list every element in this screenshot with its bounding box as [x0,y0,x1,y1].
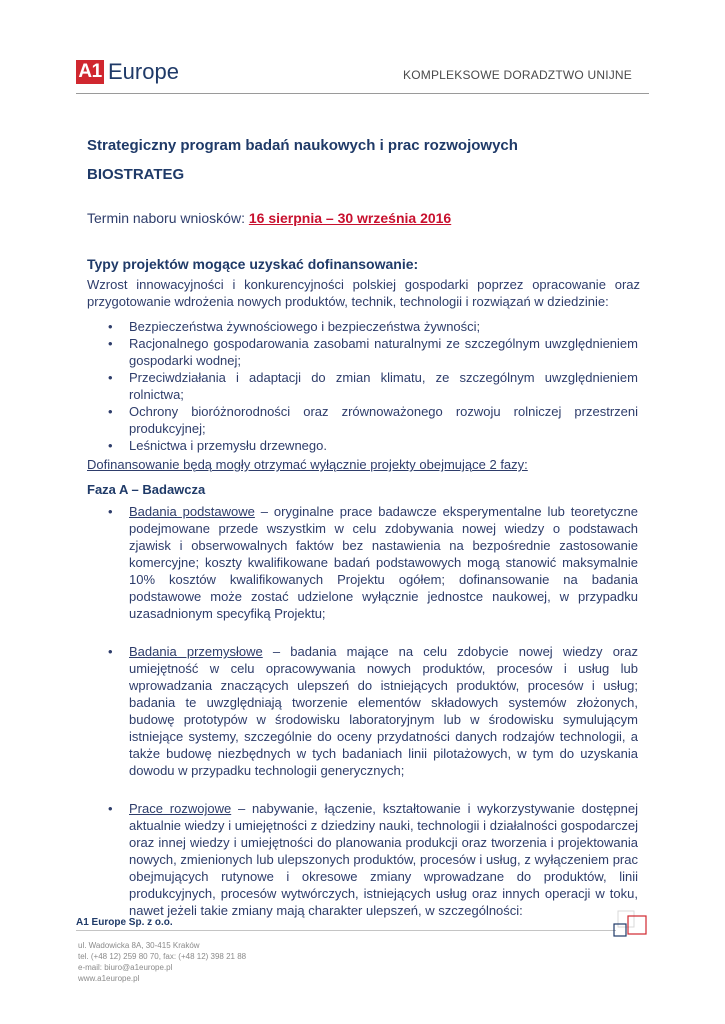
list-item [87,369,638,403]
page-title: Strategiczny program badań naukowych i prac rozwojowych [87,137,518,154]
bullet-icon: • [108,370,113,385]
bullet-icon: • [108,336,113,351]
list-item [87,643,638,779]
bullet-icon: • [108,504,113,519]
program-code: BIOSTRATEG [87,166,185,183]
term-label: Prace rozwojowe [129,801,232,816]
phase-a-list [87,503,638,940]
list-item-text: Bezpieczeństwa żywnościowego i bezpieczeństwa żywności; [129,319,481,334]
list-item-text: Przeciwdziałania i adaptacji do zmian klimatu, ze szczególnym uwzględnieniem rolnictwa; [129,370,638,402]
list-item [87,503,638,622]
brand-squares-icon [612,910,652,940]
bullet-icon: • [108,404,113,419]
list-item-text: Leśnictwa i przemysłu drzewnego. [129,438,327,453]
header-divider [76,93,649,94]
bullet-icon: • [108,644,113,659]
term-label: Badania przemysłowe [129,644,263,659]
header-tagline: KOMPLEKSOWE DORADZTWO UNIJNE [403,68,632,82]
term-label: Badania podstawowe [129,504,255,519]
deadline-dates: 16 sierpnia – 30 września 2016 [248,210,452,226]
bullet-icon: • [108,438,113,453]
term-description: – badania mające na celu zdobycie nowej wiedzy oraz umiejętność w celu opracowywania nowych produktów, procesów i usług lub wprowadzania znaczących ulepszeń do istniejących produktów, procesów i usług; badania te uwzględniają tworzenie elementów składowych systemów złożonych, budowę prototypów w środowisku laboratoryjnym lub w środowisku symulującym istniejące systemy, szczególnie do oceny przydatności danych rodzajów technologii, a także budowę niezbędnych w tych badaniach linii pilotażowych, w tym do uzyskania dowodu w przypadku technologii generycznych; [129,644,638,778]
footer-website: www.a1europe.pl [78,974,140,983]
phase-a-heading: Faza A – Badawcza [87,482,206,497]
footer-divider [76,930,616,931]
list-item [87,800,638,919]
phases-intro: Dofinansowanie będą mogły otrzymać wyłącznie projekty obejmujące 2 fazy: [87,457,528,472]
logo-mark: A1 [76,60,104,84]
bullet-icon: • [108,319,113,334]
footer-phone: tel. (+48 12) 259 80 70, fax: (+48 12) 398 21 88 [78,952,247,961]
list-item [87,403,638,437]
logo-text: Europe [108,59,179,84]
bullet-icon: • [108,801,113,816]
types-list [87,318,638,454]
list-item-text: Racjonalnego gospodarowania zasobami naturalnymi ze szczególnym uwzględnieniem gospodarki wodnej; [129,336,638,368]
term-description: – oryginalne prace badawcze eksperymentalne lub teoretyczne podejmowane przede wszystkim w celu zdobywania nowej wiedzy o podstawach zjawisk i obserwowalnych faktów bez nastawienia na bezpośrednie zastosowanie komercyjne; koszty kwalifikowane badań podstawowych mogą stanowić maksymalnie 10% kosztów kwalifikowanych Projektu ogółem; dofinansowanie na badania podstawowe może zostać udzielone wyłącznie jednostce naukowej, w przypadku uzasadnionym specyfiką Projektu; [129,504,639,621]
footer-company: A1 Europe Sp. z o.o. [76,917,173,928]
deadline-label: Termin naboru wniosków: [87,210,249,226]
types-heading: Typy projektów mogące uzyskać dofinansowanie: [87,256,419,272]
footer-contact [78,940,246,984]
term-description: – nabywanie, łączenie, kształtowanie i wykorzystywanie dostępnej aktualnie wiedzy i umiejętności z dziedziny nauki, technologii i działalności gospodarczej oraz innej wiedzy i umiejętności do planowania produkcji oraz tworzenia i projektowania nowych, zmienionych lub ulepszonych produktów, procesów i usług, z wyłączeniem prac obejmujących rutynowe i okresowe zmiany wprowadzane do produktów, linii produkcyjnych, procesów wytwórczych, istniejących usług oraz innych operacji w toku, nawet jeżeli takie zmiany mają charakter ulepszeń, w szczególności: [129,801,638,918]
list-item [87,335,638,369]
intro-paragraph: Wzrost innowacyjności i konkurencyjności polskiej gospodarki poprzez opracowanie oraz przygotowanie wdrożenia nowych produktów, technik, technologii i rozwiązań w dziedzinie: [87,277,640,309]
list-item [87,437,638,454]
list-item-text: Ochrony bioróżnorodności oraz zrównoważonego rozwoju rolniczej przestrzeni produkcyjnej; [129,404,638,436]
footer-address: ul. Wadowicka 8A, 30-415 Kraków [78,941,200,950]
list-item [87,318,638,335]
footer-email: e-mail: biuro@a1europe.pl [78,963,173,972]
deadline-row [87,208,451,228]
